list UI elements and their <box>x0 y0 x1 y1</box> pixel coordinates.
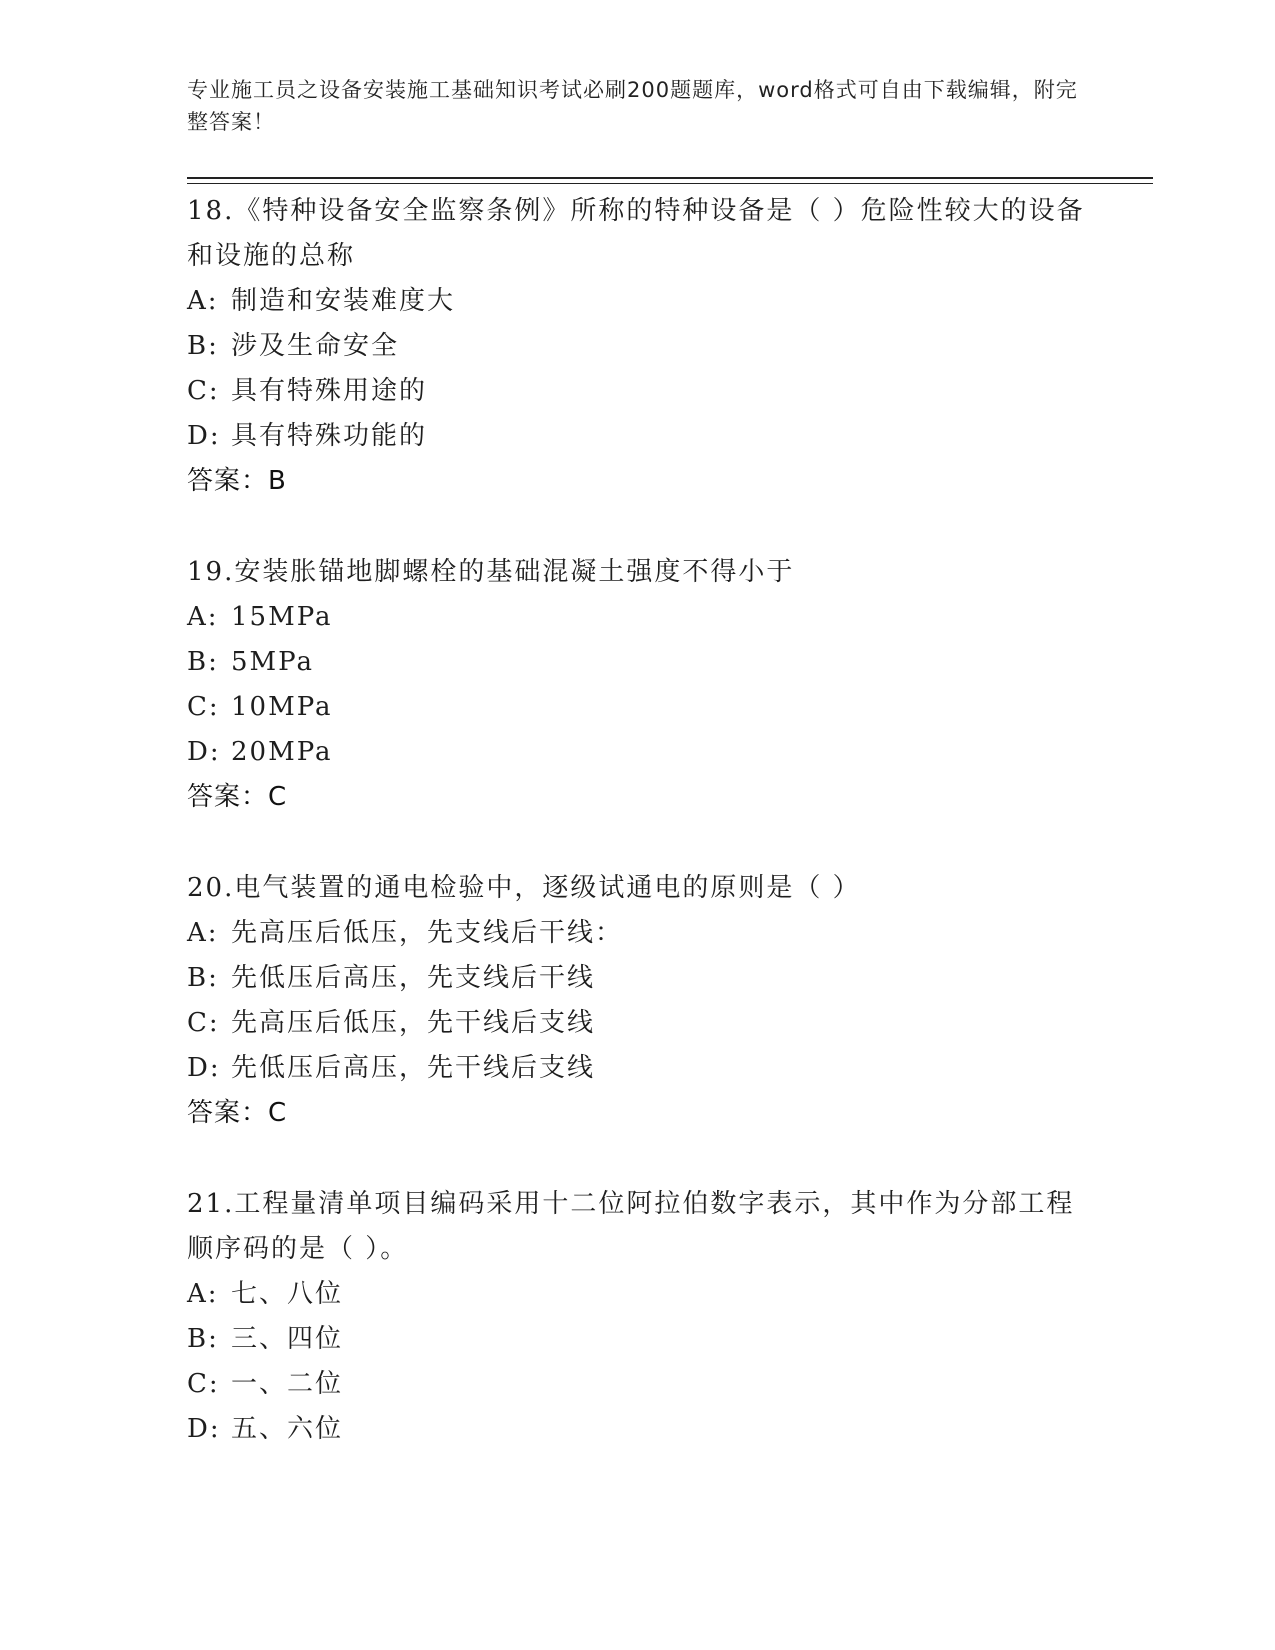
option-d <box>187 1407 1087 1452</box>
question-18 <box>187 189 1087 504</box>
answer-line: 答案：C <box>187 782 288 812</box>
option-text: 20MPa <box>231 737 333 767</box>
option-letter: B: <box>187 1324 219 1354</box>
option-letter: B: <box>187 963 219 993</box>
option-letter: D: <box>187 1053 221 1083</box>
question-stem: 18.《特种设备安全监察条例》所称的特种设备是（ ）危险性较大的设备和设施的总称 <box>187 196 1085 271</box>
option-letter: A: <box>187 918 219 948</box>
option-letter: A: <box>187 602 219 632</box>
option-c <box>187 685 1087 730</box>
question-21 <box>187 1182 1087 1452</box>
document-header: 专业施工员之设备安装施工基础知识考试必刷200题题库，word格式可自由下载编辑，附完整答案！ <box>187 78 1078 134</box>
option-text: 具有特殊功能的 <box>231 421 428 451</box>
option-letter: D: <box>187 737 221 767</box>
option-a <box>187 911 1087 956</box>
option-c <box>187 1362 1087 1407</box>
question-list <box>187 189 1087 1452</box>
option-letter: B: <box>187 647 219 677</box>
option-c <box>187 369 1087 414</box>
option-d <box>187 730 1087 775</box>
option-d <box>187 414 1087 459</box>
option-a <box>187 1272 1087 1317</box>
question-19 <box>187 550 1087 820</box>
option-d <box>187 1046 1087 1091</box>
option-text: 5MPa <box>231 647 314 677</box>
option-b <box>187 640 1087 685</box>
option-letter: C: <box>187 1008 220 1038</box>
question-stem: 20.电气装置的通电检验中，逐级试通电的原则是（ ） <box>187 873 861 903</box>
option-text: 先高压后低压，先支线后干线： <box>231 918 624 948</box>
question-20 <box>187 866 1087 1136</box>
option-letter: C: <box>187 376 220 406</box>
option-letter: A: <box>187 286 219 316</box>
option-text: 五、六位 <box>231 1414 344 1444</box>
option-text: 制造和安装难度大 <box>231 286 456 316</box>
option-letter: C: <box>187 692 220 722</box>
option-letter: A: <box>187 1279 219 1309</box>
question-stem: 21.工程量清单项目编码采用十二位阿拉伯数字表示，其中作为分部工程顺序码的是（ ）。 <box>187 1189 1075 1264</box>
option-b <box>187 956 1087 1001</box>
header-divider-thick <box>187 177 1153 179</box>
option-letter: D: <box>187 421 221 451</box>
option-text: 先低压后高压，先干线后支线 <box>231 1053 596 1083</box>
option-letter: C: <box>187 1369 220 1399</box>
option-c <box>187 1001 1087 1046</box>
question-stem: 19.安装胀锚地脚螺栓的基础混凝土强度不得小于 <box>187 557 795 587</box>
option-b <box>187 324 1087 369</box>
option-text: 先高压后低压，先干线后支线 <box>231 1008 596 1038</box>
option-text: 具有特殊用途的 <box>231 376 428 406</box>
option-text: 先低压后高压，先支线后干线 <box>231 963 596 993</box>
option-a <box>187 595 1087 640</box>
answer-line: 答案：C <box>187 1098 288 1128</box>
option-text: 一、二位 <box>231 1369 344 1399</box>
option-text: 10MPa <box>231 692 333 722</box>
option-letter: B: <box>187 331 219 361</box>
option-text: 七、八位 <box>231 1279 344 1309</box>
option-a <box>187 279 1087 324</box>
option-text: 15MPa <box>231 602 333 632</box>
header-divider-thin <box>187 183 1153 184</box>
option-b <box>187 1317 1087 1362</box>
option-text: 三、四位 <box>231 1324 344 1354</box>
option-letter: D: <box>187 1414 221 1444</box>
option-text: 涉及生命安全 <box>231 331 400 361</box>
answer-line: 答案：B <box>187 466 287 496</box>
